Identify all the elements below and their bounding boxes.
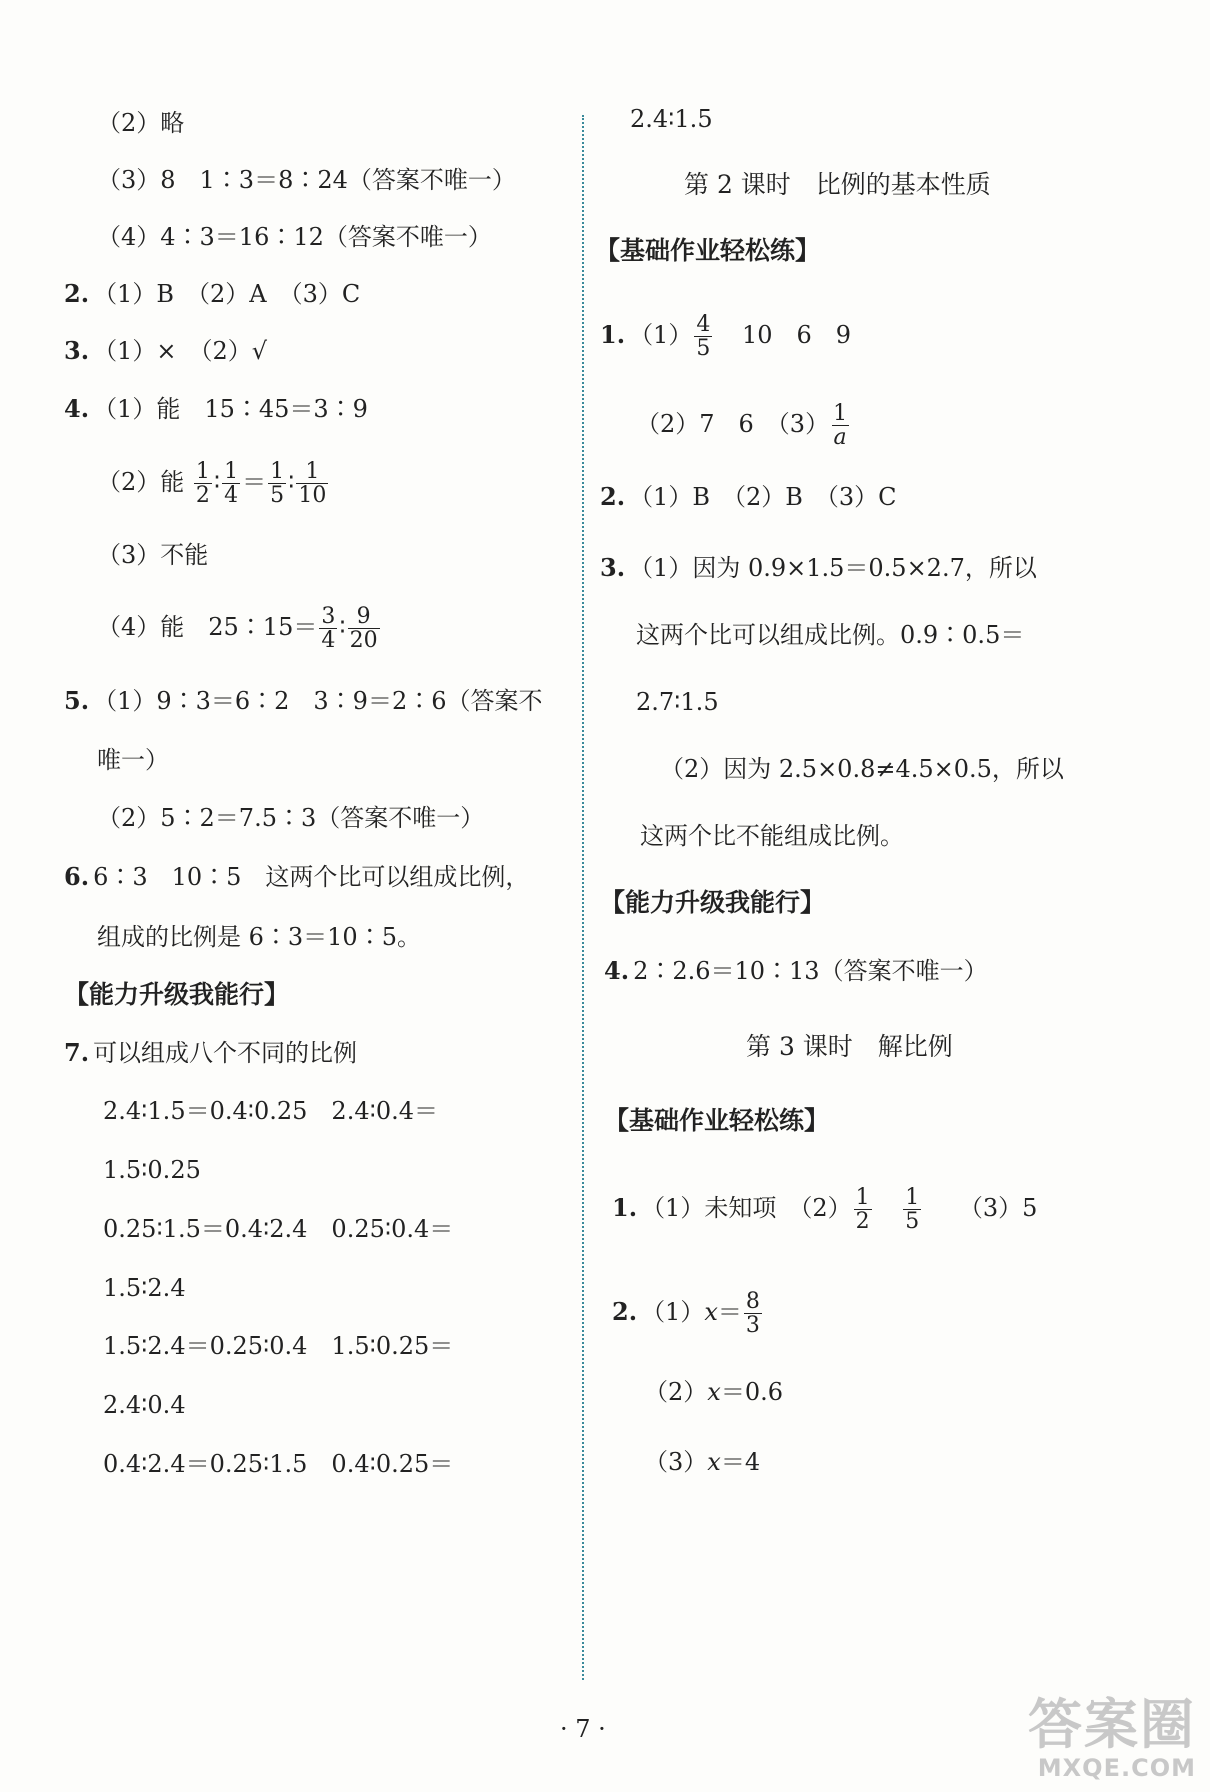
- numerator: 1: [855, 1185, 870, 1210]
- right-q3-l4: （2）因为 2.5×0.8≠4.5×0.5，所以: [660, 755, 1064, 783]
- numerator: 1: [305, 459, 320, 484]
- right-q4: [604, 956, 988, 986]
- q-number: 2.: [600, 482, 626, 511]
- label: （3）: [644, 1448, 708, 1476]
- right-r2-p3: [644, 1447, 760, 1477]
- answer-text: 6∶3 10∶5 这两个比可以组成比例，: [93, 863, 530, 891]
- answer-text: （2）7 6 （3）: [636, 410, 830, 439]
- q-number: 4.: [64, 394, 90, 423]
- right-q1: [600, 313, 851, 360]
- left-q6: [64, 862, 529, 892]
- answer-text: ＝0.6: [720, 1378, 783, 1406]
- variable: x: [707, 1448, 721, 1476]
- left-q5-l2: 唯一）: [97, 746, 169, 774]
- fraction: [319, 605, 337, 652]
- watermark-logo: [1028, 1693, 1196, 1782]
- denominator: 20: [349, 628, 378, 654]
- left-q7-l2: 1.5∶0.25: [103, 1156, 201, 1184]
- watermark-text: 答案圈: [1028, 1693, 1196, 1756]
- q-number: 2.: [64, 279, 90, 308]
- numerator: 1: [224, 459, 239, 484]
- colon: ∶: [288, 468, 295, 497]
- left-q4-p3: （3）不能: [97, 541, 209, 569]
- colon: ∶: [213, 468, 221, 497]
- denominator: 4: [224, 483, 239, 509]
- left-q7-l1: 2.4∶1.5＝0.4∶0.25 2.4∶0.4＝: [103, 1097, 439, 1125]
- left-q4-p4: [97, 605, 382, 652]
- right-top-line: 2.4∶1.5: [630, 105, 713, 133]
- q-number: 4.: [604, 956, 630, 985]
- variable: x: [707, 1378, 721, 1406]
- right-q3-l3: 2.7∶1.5: [636, 688, 719, 716]
- left-line-1: （2）略: [97, 109, 185, 137]
- numerator: 1: [270, 459, 285, 484]
- denominator: 2: [855, 1209, 870, 1235]
- answer-text: 2∶2.6＝10∶13（答案不唯一）: [633, 957, 988, 985]
- lesson-title: 第 3 课时 解比例: [746, 1032, 953, 1061]
- left-q7-l6: 2.4∶0.4: [103, 1391, 186, 1419]
- denominator: 5: [905, 1209, 920, 1235]
- right-q3-l2: 这两个比可以组成比例。0.9∶0.5＝: [636, 621, 1025, 649]
- fraction: [903, 1186, 921, 1233]
- left-q7: [64, 1038, 357, 1068]
- variable: x: [704, 1298, 718, 1327]
- section-heading: 【能力升级我能行】: [600, 888, 826, 917]
- numerator: 3: [321, 604, 336, 629]
- fraction: [268, 460, 286, 507]
- right-q3-l5: 这两个比不能组成比例。: [640, 822, 904, 850]
- label: （4）能 25∶15＝: [97, 613, 318, 642]
- section-heading: 【基础作业轻松练】: [595, 236, 821, 265]
- answer-text: （1）B （2）A （3）C: [93, 280, 361, 308]
- left-q5-l3: （2）5∶2＝7.5∶3（答案不唯一）: [97, 804, 485, 832]
- right-r2-p2: [644, 1377, 783, 1407]
- answer-text: （1）未知项 （2）: [641, 1194, 852, 1223]
- q-number: 1.: [600, 320, 626, 350]
- q-number: 2.: [612, 1297, 638, 1327]
- lesson-title: 第 2 课时 比例的基本性质: [684, 170, 991, 199]
- numerator: 8: [745, 1289, 760, 1314]
- left-q7-l4: 1.5∶2.4: [103, 1274, 186, 1302]
- column-divider: [582, 115, 584, 1680]
- fraction: [694, 313, 712, 360]
- fraction: [222, 460, 240, 507]
- fraction: [854, 1186, 872, 1233]
- section-heading: 【能力升级我能行】: [64, 980, 290, 1009]
- fraction: [296, 460, 328, 507]
- colon: ∶: [339, 613, 346, 642]
- watermark-url: MXQE.COM: [1037, 1754, 1196, 1782]
- answer-text: （1）B （2）B （3）C: [629, 483, 897, 511]
- answer-text: （3）5: [958, 1194, 1038, 1223]
- label: （2）: [644, 1378, 708, 1406]
- q-number: 3.: [64, 336, 90, 365]
- answer-text: （1）9∶3＝6∶2 3∶9＝2∶6（答案不: [93, 687, 543, 715]
- section-heading: 【基础作业轻松练】: [604, 1106, 830, 1135]
- label: （2）能: [97, 468, 185, 497]
- left-q3: [64, 336, 267, 366]
- equals: ＝: [242, 468, 267, 497]
- fraction: [348, 605, 380, 652]
- numerator: 1: [905, 1185, 920, 1210]
- numerator: 1: [195, 459, 210, 484]
- left-q7-l3: 0.25∶1.5＝0.4∶2.4 0.25∶0.4＝: [103, 1215, 454, 1243]
- answer-text: （1）因为 0.9×1.5＝0.5×2.7，所以: [629, 554, 1037, 582]
- denominator: 3: [745, 1313, 760, 1339]
- numerator: 9: [356, 604, 371, 629]
- denominator: 5: [696, 336, 711, 362]
- q-number: 1.: [612, 1193, 638, 1223]
- q-number: 7.: [64, 1038, 90, 1067]
- numerator: 4: [696, 312, 711, 337]
- fraction: [744, 1290, 762, 1337]
- answer-text: 10 6 9: [741, 321, 852, 350]
- answer-text: （1）能 15∶45＝3∶9: [93, 395, 368, 423]
- answer-text: ＝4: [720, 1448, 761, 1476]
- equals: ＝: [717, 1298, 742, 1327]
- left-line-2: （3）8 1∶3＝8∶24（答案不唯一）: [97, 166, 516, 194]
- q-number: 5.: [64, 686, 90, 715]
- page-number: · 7 ·: [560, 1715, 606, 1743]
- left-q7-l7: 0.4∶2.4＝0.25∶1.5 0.4∶0.25＝: [103, 1450, 454, 1478]
- left-q7-l5: 1.5∶2.4＝0.25∶0.4 1.5∶0.25＝: [103, 1332, 454, 1360]
- label: （1）: [641, 1298, 705, 1327]
- left-q4-p2: [97, 460, 330, 507]
- q-number: 6.: [64, 862, 90, 891]
- right-q1-l2: [636, 402, 851, 449]
- right-r1: [612, 1186, 1037, 1233]
- left-q2: [64, 279, 360, 309]
- answer-text: （1）× （2）√: [93, 337, 268, 365]
- denominator: 2: [195, 483, 210, 509]
- left-q4: [64, 394, 368, 424]
- denominator: a: [833, 425, 847, 451]
- q-number: 3.: [600, 553, 626, 582]
- fraction: [831, 402, 849, 449]
- right-q3: [600, 553, 1037, 583]
- denominator: 10: [298, 483, 327, 509]
- left-q5: [64, 686, 543, 716]
- denominator: 5: [270, 483, 285, 509]
- numerator: 1: [833, 401, 848, 426]
- right-q2: [600, 482, 897, 512]
- label: （1）: [629, 321, 693, 350]
- fraction: [194, 460, 212, 507]
- left-line-3: （4）4∶3＝16∶12（答案不唯一）: [97, 223, 492, 251]
- right-r2: [612, 1290, 764, 1337]
- denominator: 4: [321, 628, 336, 654]
- answer-text: 可以组成八个不同的比例: [93, 1039, 358, 1067]
- left-q6-l2: 组成的比例是 6∶3＝10∶5。: [97, 923, 421, 951]
